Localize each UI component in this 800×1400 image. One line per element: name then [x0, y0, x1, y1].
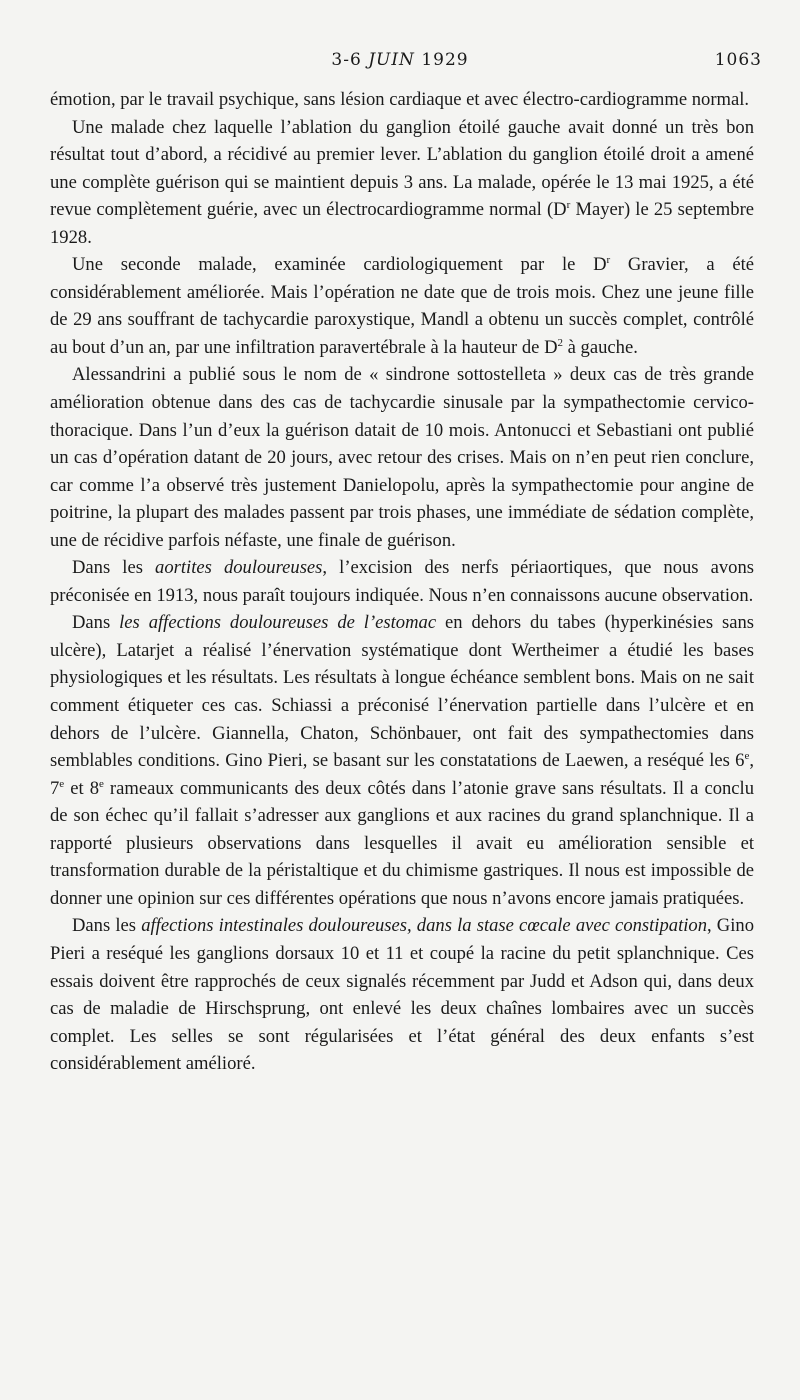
- paragraph-1-text: émotion, par le travail psychique, sans lésion cardiaque et avec électro-cardiogramme normal.: [50, 89, 750, 110]
- paragraph-1: [50, 86, 754, 114]
- paragraph-4-text: Alessandrini a publié sous le nom de « sindrone sottostelleta » deux cas de très grande amélioration obtenue dans des cas de tachycardie sinusale par la sympathectomie cervico-thoracique. Dans l’un d’eux la guérison datait de 10 mois. Antonucci et Sebastiani ont publié un cas d’opération datant de 20 jours, avec retour des crises. Mais on n’en peut rien conclure, car comme l’a observé très justement Danielopolu, après la sympathectomie pour angine de poitrine, la plupart des malades passent par trois phases, une immédiate de sédation complète, une de récidive parfois néfaste, une finale de guérison.: [50, 364, 754, 551]
- paragraph-2-text-a: Une malade chez laquelle l’ablation du ganglion étoilé gauche avait donné un très bon résultat tout d’abord, a récidivé au premier lever. L’ablation du ganglion étoilé droit a amené une complète guérison qui se maintient depuis 3 ans. La malade, opérée le 13 mai 1925, a été revue complètement guérie, avec un électrocardiogramme normal (D: [50, 116, 754, 221]
- paragraph-2-text-b: Mayer) le 25 septembre 1928.: [50, 199, 755, 248]
- paragraph-7: [50, 912, 754, 1077]
- page-number: 1063: [714, 50, 762, 70]
- paragraph-7-italic: affections intestinales douloureuses, dans la stase cœcale avec constipation: [141, 915, 707, 937]
- paragraph-6-text-b: en dehors du tabes (hyperkinésies sans ulcère), Latarjet a réalisé l’énervation systématique dont Wertheimer a étudié les bases physiologiques et les résultats. Les résultats à longue échéance semblent bons. Mais on ne sait comment étiqueter ces cas. Schiassi a préconisé l’énervation partielle dans l’ulcère et en dehors de l’ulcère. Giannella, Chaton, Schönbauer, ont fait des sympathectomies dans semblables conditions. Gino Pieri, se basant sur les constatations de Laewen, a reséqué les 6: [50, 612, 754, 772]
- issue-days: 3-6: [331, 50, 362, 70]
- paragraph-5: [50, 554, 754, 609]
- superscript: e: [744, 750, 750, 763]
- superscript: r: [566, 199, 571, 212]
- paragraph-6-text-a: Dans: [72, 612, 120, 634]
- paragraph-7-text-b: , Gino Pieri a reséqué les ganglions dorsaux 10 et 11 et coupé la racine du petit splanchnique. Ces essais doivent être rapprochés de ceux signalés récemment par Judd et Adson qui, dans deux cas de maladie de Hirschsprung, ont enlevé les deux chaînes lombaires avec un succès complet. Les selles se sont régularisées et l’état général des deux enfants s’est considérablement amélioré.: [50, 915, 754, 1075]
- paragraph-2: [50, 114, 754, 252]
- paragraph-4: [50, 361, 754, 554]
- paragraph-3: [50, 251, 754, 361]
- paragraph-5-italic: aortites douloureuses: [155, 557, 323, 579]
- paragraph-3-text-b: Gravier, a été considérablement améliorée. Mais l’opération ne date que de trois mois. Chez une jeune fille de 29 ans souffrant de tachycardie paroxystique, Mandl a obtenu un succès complet, contrôlé au bout d’un an, par une infiltration paravertébrale à la hauteur de D: [50, 254, 754, 358]
- superscript: e: [59, 777, 65, 790]
- issue-year: 1929: [421, 50, 469, 70]
- paragraph-6-text-d: et 8: [64, 777, 99, 799]
- paragraph-6-text-e: rameaux communicants des deux côtés dans l’atonie grave sans résultats. Il a conclu de son échec qu’il fallait s’adresser aux ganglions et aux racines du grand splanchnique. Il a rapporté plusieurs observations dans lesquelles il avait eu amélioration sensible et transformation durable de la péristaltique et du chimisme gastriques. Il nous est impossible de donner une opinion sur ces différentes opérations que nous n’avons encore jamais pratiquées.: [50, 777, 755, 909]
- paragraph-7-text-a: Dans les: [72, 915, 142, 937]
- superscript: r: [606, 254, 611, 267]
- paragraph-5-text-a: Dans les: [72, 557, 156, 579]
- issue-month: JUIN: [368, 50, 415, 70]
- superscript: 2: [557, 336, 563, 349]
- article-body: [50, 86, 754, 1078]
- paragraph-3-text-a: Une seconde malade, examinée cardiologiquement par le D: [72, 254, 607, 276]
- superscript: e: [99, 777, 104, 790]
- paragraph-5-text-b: , l’excision des nerfs périaortiques, que nous avons préconisée en 1913, nous paraît toujours indiquée. Nous n’en connaissons aucune observation.: [50, 557, 755, 606]
- paragraph-6-text-c: , 7: [50, 750, 754, 799]
- paragraph-6-italic: les affections douloureuses de l’estomac: [119, 612, 437, 634]
- running-header: [0, 50, 800, 74]
- paragraph-3-text-c: à gauche.: [563, 336, 638, 358]
- issue-date: [0, 50, 800, 70]
- paragraph-6: [50, 609, 754, 912]
